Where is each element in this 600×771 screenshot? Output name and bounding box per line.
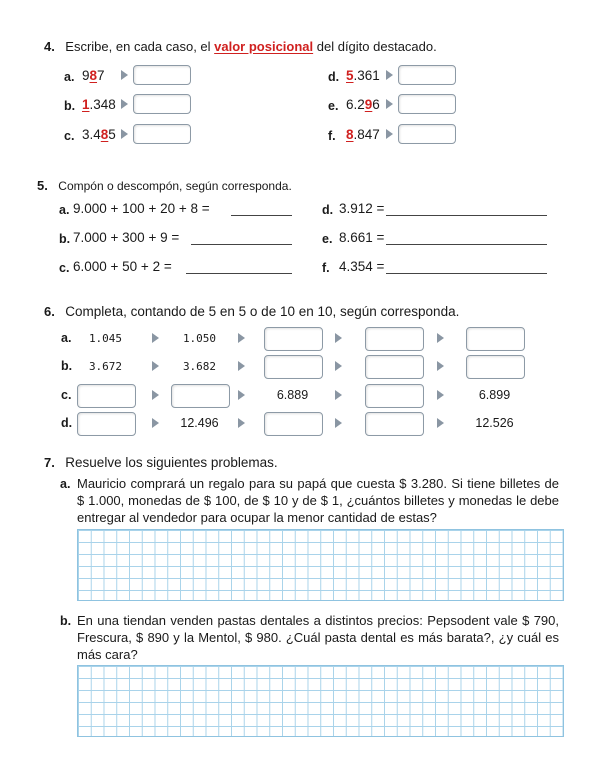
arrow-right-icon [121,99,128,109]
q4-item-label: d. [328,70,340,84]
q4-answer-box-f[interactable] [398,124,456,144]
q4-item-e [328,96,528,116]
q5-expression: 6.000 + 50 + 2 = [73,259,172,274]
q5-expression: 8.661 = [339,230,385,245]
q6-heading [44,303,459,321]
q6-row-label: d. [61,416,73,430]
arrow-right-icon [238,333,245,343]
highlighted-digit: 8 [100,127,109,142]
q4-item-label: c. [64,129,75,143]
q6-given-number: 12.496 [180,416,219,430]
q5-item-label: f. [322,261,330,275]
q5-answer-line-b[interactable] [191,244,292,245]
q6-given-number: 1.050 [182,331,217,345]
q4-item-label: e. [328,99,339,113]
q4-number-value: 3.485 [82,127,116,142]
arrow-right-icon [335,361,342,371]
arrow-right-icon [238,418,245,428]
q5-item-c [59,259,299,277]
q6-row-label: a. [61,331,72,345]
q4-suffix: del dígito destacado. [313,39,437,54]
q5-answer-line-c[interactable] [186,273,292,274]
arrow-right-icon [335,333,342,343]
q5-item-label: d. [322,203,334,217]
q5-item-label: b. [59,232,71,246]
q4-number-value: 987 [82,68,105,83]
arrow-right-icon [437,333,444,343]
q6-given-number: 3.682 [182,359,217,373]
q4-item-label: b. [64,99,76,113]
q4-number: 4. [44,39,55,54]
q6-answer-box[interactable] [77,412,136,436]
arrow-right-icon [152,390,159,400]
q6-answer-box[interactable] [171,384,230,408]
arrow-right-icon [335,418,342,428]
q4-item-label: a. [64,70,75,84]
q7-problem-a-label: a. [60,477,71,491]
q5-item-b [59,230,299,248]
q4-prefix: Escribe, en cada caso, el [65,39,215,54]
q4-item-c [64,126,264,146]
q4-item-a [64,67,264,87]
q6-given-number: 1.045 [88,331,123,345]
highlighted-digit: 9 [364,97,373,112]
highlighted-digit: 8 [346,127,354,142]
q4-answer-box-c[interactable] [133,124,191,144]
q7-answer-grid-b[interactable] [77,665,564,737]
q5-instruction: Compón o descompón, según corresponda. [58,179,292,193]
q5-expression: 7.000 + 300 + 9 = [73,230,180,245]
q7-answer-grid-a[interactable] [77,529,564,601]
q4-item-label: f. [328,129,336,143]
q5-item-label: c. [59,261,70,275]
q5-item-f [322,259,552,277]
arrow-right-icon [238,361,245,371]
q4-heading [44,38,437,56]
arrow-right-icon [121,70,128,80]
arrow-right-icon [152,418,159,428]
q5-item-label: e. [322,232,333,246]
q6-given-number: 12.526 [475,416,514,430]
q7-problem-b-label: b. [60,614,72,628]
q6-answer-box[interactable] [365,384,424,408]
highlighted-digit: 5 [346,68,354,83]
q7-instruction: Resuelve los siguientes problemas. [65,455,278,470]
q6-answer-box[interactable] [365,327,424,351]
arrow-right-icon [437,390,444,400]
q6-instruction: Completa, contando de 5 en 5 o de 10 en 10, según corresponda. [65,304,460,319]
q7-number: 7. [44,455,55,470]
q4-number-value: 1.348 [82,97,116,112]
arrow-right-icon [437,361,444,371]
q6-given-number: 3.672 [88,359,123,373]
highlighted-digit: 1 [82,97,90,112]
q5-item-a [59,201,299,219]
q6-answer-box[interactable] [365,412,424,436]
q6-answer-box[interactable] [264,355,323,379]
q4-number-value: 6.296 [346,97,380,112]
q7-problem-a-text: Mauricio comprará un regalo para su papá que cuesta $ 3.280. Si tiene billetes de $ 1.000, monedas de $ 100, de $ 10 y de $ 1, ¿cuántos billetes y monedas le debe entregar al vendedor para ocupar la menor cantidad de estas? [77,476,559,525]
arrow-right-icon [386,99,393,109]
arrow-right-icon [437,418,444,428]
q5-answer-line-d[interactable] [386,215,547,216]
q5-expression: 3.912 = [339,201,385,216]
q4-item-d [328,67,528,87]
arrow-right-icon [386,70,393,80]
arrow-right-icon [238,390,245,400]
q4-number-value: 5.361 [346,68,380,83]
q5-answer-line-e[interactable] [386,244,547,245]
q6-answer-box[interactable] [77,384,136,408]
q7-problem-b-text: En una tiendan venden pastas dentales a distintos precios: Pepsodent vale $ 790, Frescura, $ 890 y la Mentol, $ 980. ¿Cuál pasta dental es más barata?, ¿y cuál es más cara? [77,613,559,662]
q6-answer-box[interactable] [365,355,424,379]
q7-heading [44,454,278,472]
q6-given-number: 6.889 [276,388,309,402]
highlighted-digit: 8 [89,68,98,83]
q4-answer-box-a[interactable] [133,65,191,85]
q4-number-value: 8.847 [346,127,380,142]
q5-heading [37,177,292,195]
q4-highlight: valor posicional [214,39,314,54]
q4-item-f [328,126,528,146]
q6-row-label: c. [61,388,72,402]
arrow-right-icon [386,129,393,139]
q4-answer-box-e[interactable] [398,94,456,114]
q5-expression: 9.000 + 100 + 20 + 8 = [73,201,210,216]
q6-given-number: 6.899 [478,388,511,402]
arrow-right-icon [152,361,159,371]
arrow-right-icon [335,390,342,400]
q6-answer-box[interactable] [264,327,323,351]
q5-answer-line-a[interactable] [231,215,292,216]
q6-row-label: b. [61,359,73,373]
q4-answer-box-d[interactable] [398,65,456,85]
q5-number: 5. [37,178,48,193]
q5-answer-line-f[interactable] [386,273,547,274]
q6-answer-box[interactable] [466,327,525,351]
q5-item-label: a. [59,203,70,217]
q6-answer-box[interactable] [264,412,323,436]
q4-answer-box-b[interactable] [133,94,191,114]
q6-answer-box[interactable] [466,355,525,379]
q5-item-d [322,201,552,219]
q5-expression: 4.354 = [339,259,385,274]
arrow-right-icon [121,129,128,139]
q5-item-e [322,230,552,248]
q6-number: 6. [44,304,55,319]
arrow-right-icon [152,333,159,343]
q4-item-b [64,96,264,116]
